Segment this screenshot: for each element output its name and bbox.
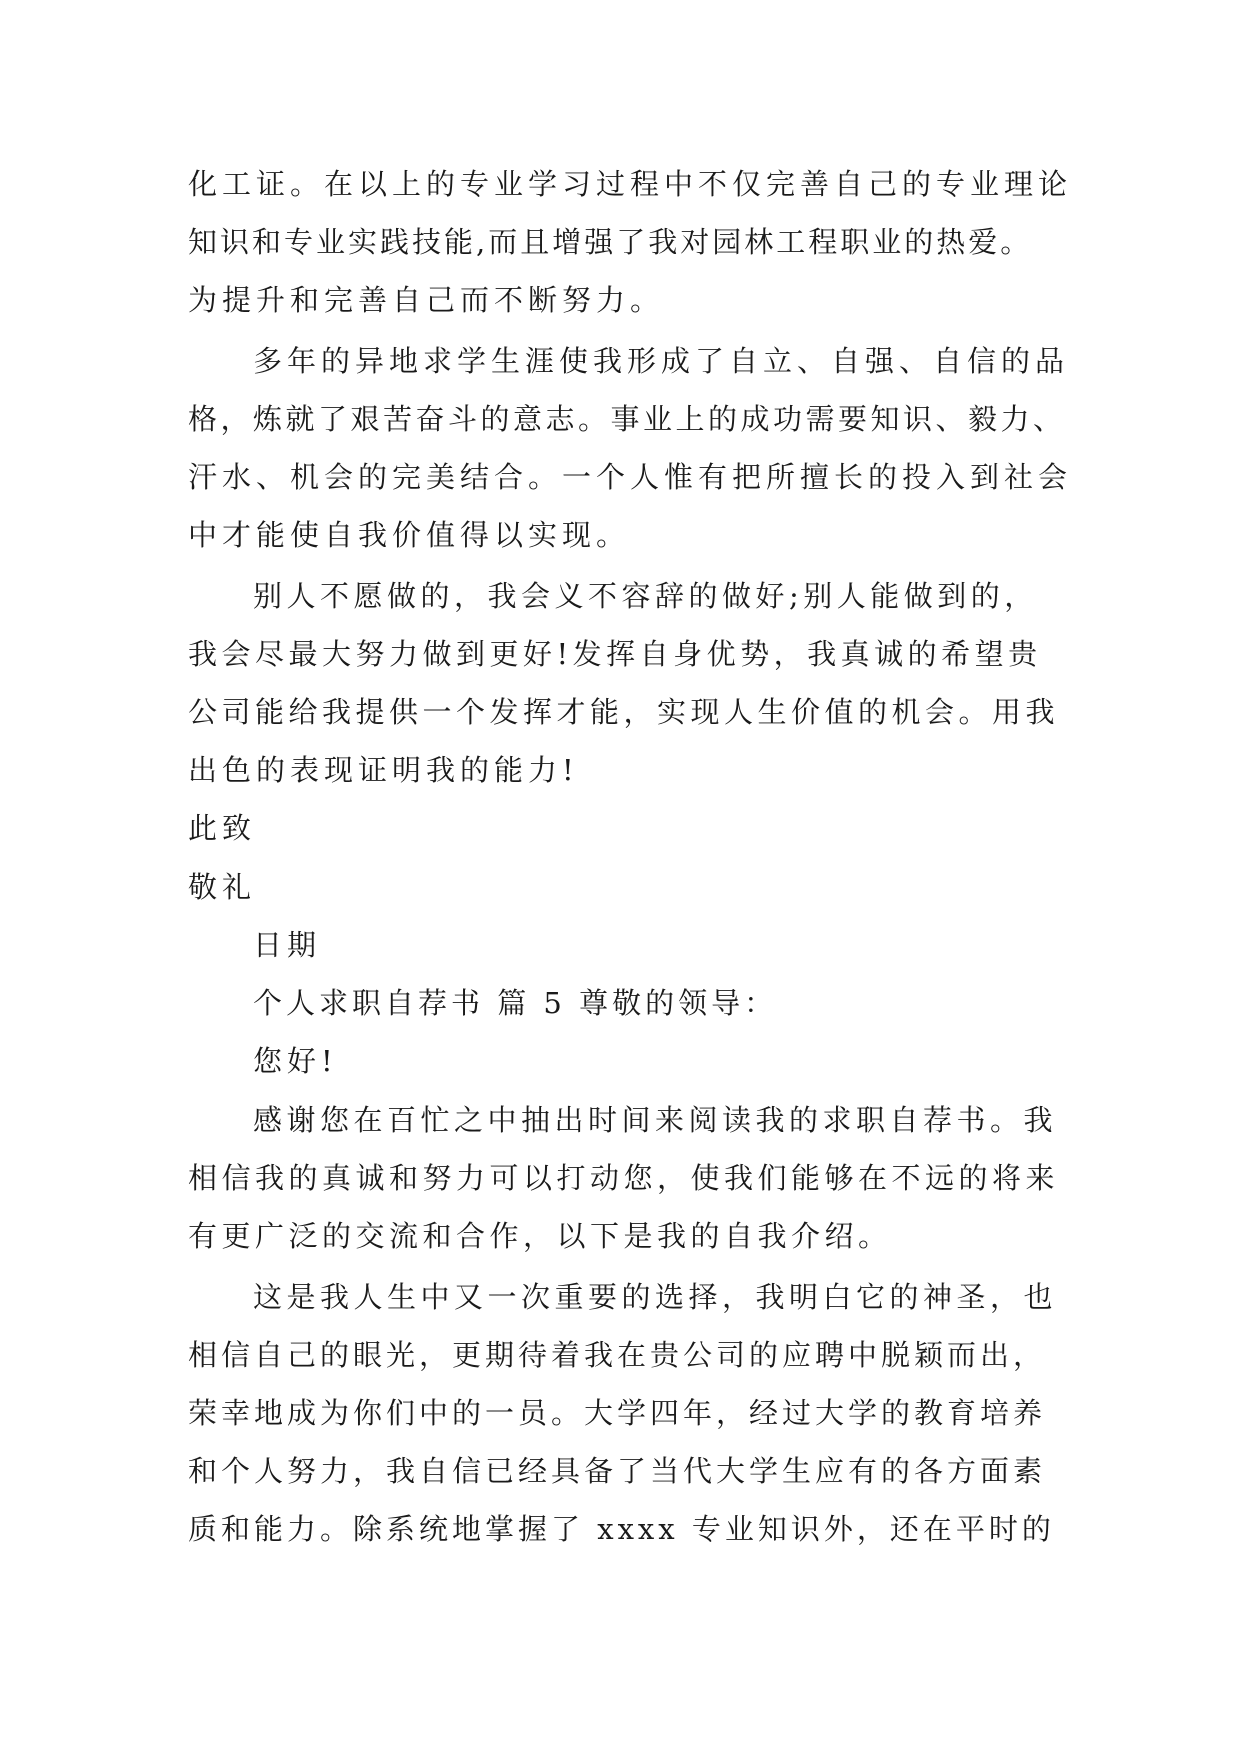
paragraph-start: 别人不愿做的，我会义不容辞的做好;别人能做到的， [253, 579, 1038, 613]
text-line: 格，炼就了艰苦奋斗的意志。事业上的成功需要知识、毅力、 [188, 402, 1066, 436]
closing-salutation: 此致 [188, 811, 257, 845]
section-heading: 个人求职自荐书 篇 5 尊敬的领导： [253, 986, 778, 1020]
text-line: 和个人努力，我自信已经具备了当代大学生应有的各方面素 [188, 1454, 1047, 1488]
text-line: 为提升和完善自己而不断努力。 [188, 283, 665, 317]
text-line: 相信我的真诚和努力可以打动您，使我们能够在不远的将来 [188, 1161, 1060, 1195]
paragraph-start: 多年的异地求学生涯使我形成了自立、自强、自信的品 [253, 344, 1070, 378]
text-line: 荣幸地成为你们中的一员。大学四年，经过大学的教育培养 [188, 1396, 1047, 1430]
text-line: 汗水、机会的完美结合。一个人惟有把所擅长的投入到社会 [188, 460, 1073, 494]
paragraph-start: 感谢您在百忙之中抽出时间来阅读我的求职自荐书。我 [253, 1103, 1058, 1137]
text-line: 相信自己的眼光，更期待着我在贵公司的应聘中脱颖而出， [188, 1338, 1047, 1372]
text-line: 有更广泛的交流和合作，以下是我的自我介绍。 [188, 1219, 892, 1253]
paragraph-start: 这是我人生中又一次重要的选择，我明白它的神圣，也 [253, 1280, 1058, 1314]
text-line: 公司能给我提供一个发挥才能，实现人生价值的机会。用我 [188, 695, 1060, 729]
greeting: 您好! [253, 1044, 338, 1078]
text-line: 我会尽最大努力做到更好!发挥自身优势，我真诚的希望贵 [188, 637, 1042, 671]
text-line: 知识和专业实践技能,而且增强了我对园林工程职业的热爱。 [188, 225, 1033, 259]
text-line: 质和能力。除系统地掌握了 xxxx 专业知识外，还在平时的 [188, 1512, 1055, 1546]
text-line: 出色的表现证明我的能力! [188, 753, 579, 787]
date-label: 日期 [253, 928, 322, 962]
closing-regards: 敬礼 [188, 870, 257, 904]
text-line: 化工证。在以上的专业学习过程中不仅完善自己的专业理论 [188, 167, 1073, 201]
text-line: 中才能使自我价值得以实现。 [188, 518, 631, 552]
